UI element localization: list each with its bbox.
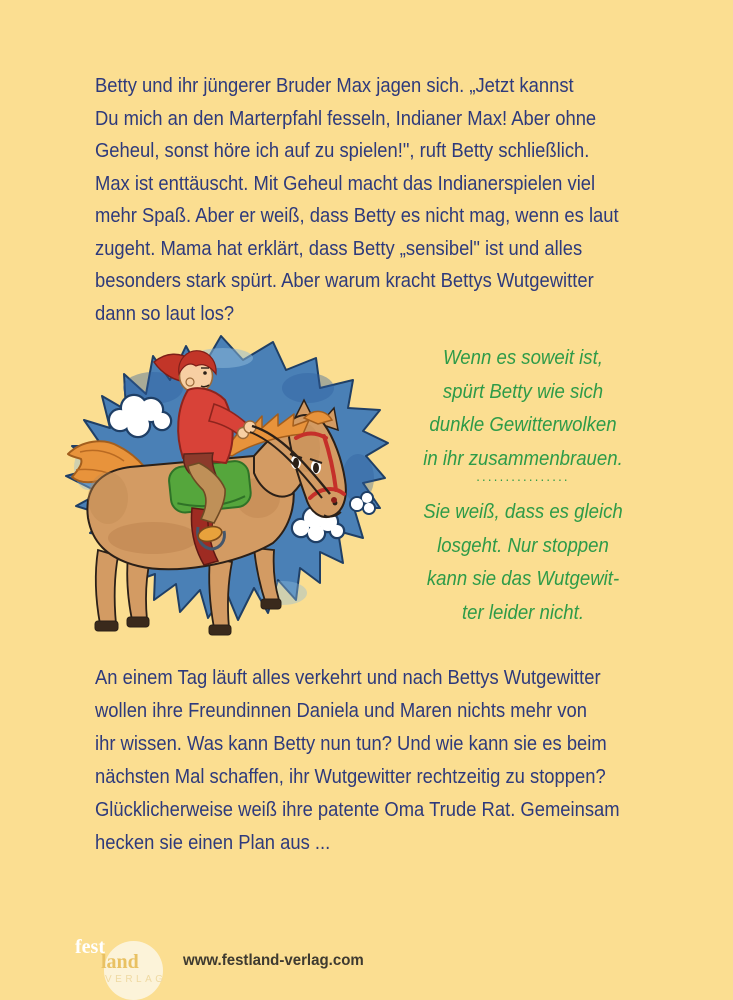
text-line: hecken sie einen Plan aus ... [95, 832, 331, 854]
text-line: Betty und ihr jüngerer Bruder Max jagen sich. „Jetzt kannst [95, 75, 574, 97]
logo-word-fest: fest [75, 936, 105, 958]
caption-line: in ihr zusammenbrauen. [423, 447, 623, 470]
pony-rider-illustration [58, 328, 393, 640]
text-line: Geheul, sonst höre ich auf zu spielen!", ruft Betty schließlich. [95, 140, 590, 162]
caption-line: kann sie das Wutgewit- [426, 568, 620, 590]
text-line: ihr wissen. Was kann Betty nun tun? Und wie kann sie es beim [95, 733, 607, 755]
text-line: Glücklicherweise weiß ihre patente Oma Trude Rat. Gemeinsam [95, 799, 620, 821]
text-line: Max ist enttäuscht. Mit Geheul macht das Indianerspielen viel [95, 172, 596, 195]
caption-line: losgeht. Nur stoppen [437, 534, 609, 557]
story-paragraph-1 [95, 70, 619, 330]
caption-part-2 [411, 496, 634, 630]
caption [411, 342, 634, 630]
text-line: nächsten Mal schaffen, ihr Wutgewitter rechtzeitig zu stoppen? [95, 766, 606, 788]
text-line: besonders stark spürt. Aber warum kracht Bettys Wutgewitter [95, 270, 594, 292]
text-line: wollen ihre Freundinnen Daniela und Maren nichts mehr von [95, 700, 587, 722]
caption-line: dunkle Gewitterwolken [429, 414, 617, 436]
caption-line: ter leider nicht. [461, 601, 584, 624]
text-line: Du mich an den Marterpfahl fesseln, Indianer Max! Aber ohne [95, 107, 597, 130]
caption-line: spürt Betty wie sich [442, 380, 604, 403]
logo-word-verlag: VERLAG [105, 974, 167, 985]
story-paragraph-2 [95, 662, 620, 860]
text-line: An einem Tag läuft alles verkehrt und nach Bettys Wutgewitter [95, 667, 601, 689]
caption-line: Sie weiß, dass es gleich [423, 501, 623, 523]
text-line: mehr Spaß. Aber er weiß, dass Betty es nicht mag, wenn es laut [95, 205, 619, 227]
publisher-website-url: www.festland-verlag.com [183, 952, 364, 969]
text-line: zugeht. Mama hat erklärt, dass Betty „sensibel" ist und alles [95, 237, 583, 260]
caption-line: Wenn es soweit ist, [443, 347, 603, 369]
dotted-divider: ................ [476, 468, 570, 484]
logo-word-land: land [101, 951, 139, 973]
text-line: dann so laut los? [95, 302, 235, 325]
